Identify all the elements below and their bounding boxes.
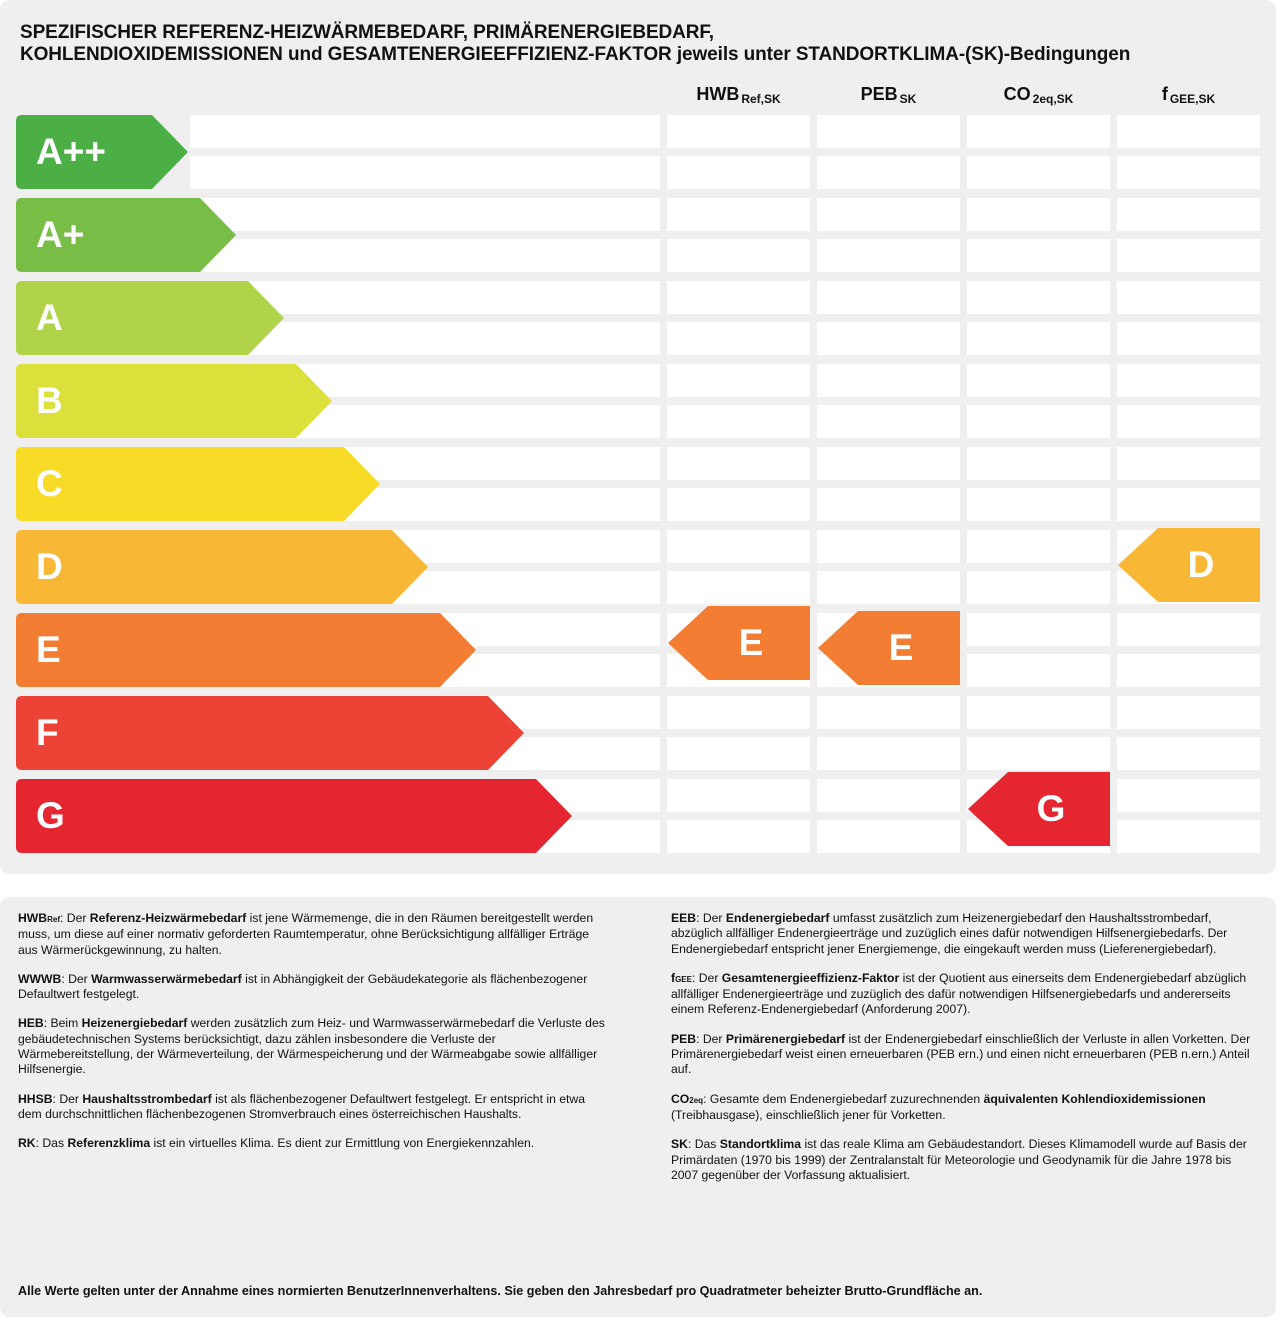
grid-cell bbox=[667, 198, 810, 231]
definition-bold: Referenzklima bbox=[67, 1136, 151, 1151]
definitions-panel bbox=[0, 897, 1276, 1317]
rating-marker-hwb bbox=[668, 606, 810, 680]
grid-cell bbox=[1117, 696, 1260, 729]
rating-marker-label: G bbox=[1036, 788, 1066, 829]
column-header-fgee bbox=[1117, 84, 1260, 110]
definition-bold: äquivalenten Kohlendioxidemissionen bbox=[983, 1091, 1206, 1106]
grid-cell bbox=[967, 364, 1110, 397]
column-header-main: f bbox=[1161, 84, 1168, 104]
definition-item: PEB: Der Primärenergiebedarf ist der Endenergiebedarf einschließlich der Verluste in allen Vorketten. Der Primärenergiebedarf weist einen erneuerbaren (PEB ern.) und einen nicht erneuerbaren (PEB n.ern.) Anteil auf. bbox=[671, 1031, 1251, 1077]
grid-cell bbox=[817, 737, 960, 770]
grid-cell bbox=[667, 281, 810, 314]
band-arrow-shape bbox=[16, 447, 380, 521]
definition-term: RK bbox=[18, 1136, 36, 1151]
grid-cell bbox=[817, 779, 960, 812]
definitions-right bbox=[671, 911, 1261, 1197]
grid-cell bbox=[1117, 779, 1260, 812]
column-header-sub: GEE,SK bbox=[1169, 92, 1216, 106]
grid-cell bbox=[967, 654, 1110, 687]
grid-cell bbox=[667, 820, 810, 853]
definition-bold: Warmwasserwärmebedarf bbox=[91, 971, 242, 986]
grid-cell bbox=[967, 571, 1110, 604]
grid-cell bbox=[967, 156, 1110, 189]
definition-item: HWBRef: Der Referenz-Heizwärmebedarf ist jene Wärmemenge, die in den Räumen bereitgestellt werden muss, um diese auf einer normativ geforderten Raumtemperatur, ohne Berücksichtigung allfälliger Erträge aus Wärmerückgewinnung, zu halten. bbox=[18, 911, 594, 957]
grid-cell bbox=[817, 156, 960, 189]
grid-cell bbox=[1117, 198, 1260, 231]
grid-cell bbox=[967, 115, 1110, 148]
grid-cell bbox=[667, 779, 810, 812]
column-header-sub: Ref,SK bbox=[741, 92, 781, 106]
footer-note: Alle Werte gelten unter der Annahme eines normierten BenutzerInnenverhaltens. Sie geben den Jahresbedarf pro Quadratmeter beheizter Brutto-Grundfläche an. bbox=[18, 1284, 983, 1298]
band-arrow-shape bbox=[16, 779, 572, 853]
rating-marker-label: D bbox=[1187, 544, 1215, 585]
column-header-main: PEB bbox=[860, 84, 898, 104]
grid-cell bbox=[1117, 737, 1260, 770]
definition-term-sub: 2eq bbox=[689, 1095, 704, 1105]
energy-class-band bbox=[16, 613, 476, 687]
grid-cell bbox=[817, 447, 960, 480]
grid-cell bbox=[817, 364, 960, 397]
definition-item: RK: Das Referenzklima ist ein virtuelles Klima. Es dient zur Ermittlung von Energiekennzahlen. bbox=[18, 1136, 535, 1151]
definition-bold: Endenergiebedarf bbox=[725, 911, 830, 925]
grid-cell bbox=[667, 696, 810, 729]
grid-stripe-left bbox=[190, 198, 660, 231]
grid-cell bbox=[967, 405, 1110, 438]
band-arrow-shape bbox=[16, 613, 476, 687]
definition-bold: Gesamtenergieeffizienz-Faktor bbox=[721, 970, 900, 985]
grid-cell bbox=[667, 447, 810, 480]
definition-term-sub: Ref bbox=[47, 915, 60, 924]
grid-cell bbox=[667, 156, 810, 189]
grid-cell bbox=[667, 571, 810, 604]
definition-term: HHSB bbox=[18, 1091, 53, 1106]
rating-marker-peb bbox=[818, 611, 960, 685]
column-header-sub: 2eq,SK bbox=[1032, 92, 1074, 106]
column-header-main: CO bbox=[1003, 84, 1031, 104]
definition-term: PEB bbox=[671, 1031, 697, 1046]
energy-class-band bbox=[16, 447, 380, 521]
rating-marker-label: E bbox=[888, 627, 914, 668]
definition-bold: Referenz-Heizwärmebedarf bbox=[89, 911, 247, 925]
grid-cell bbox=[967, 737, 1110, 770]
definition-bold: Standortklima bbox=[719, 1137, 802, 1152]
page-title bbox=[20, 22, 1260, 66]
grid-cell bbox=[817, 405, 960, 438]
rating-marker-label: E bbox=[738, 622, 764, 663]
definition-item: CO2eq: Gesamte dem Endenergiebedarf zuzurechnenden äquivalenten Kohlendioxidemissionen (Treibhausgase), einschließlich jener für Vorketten. bbox=[671, 1091, 1206, 1122]
energy-class-label: G bbox=[36, 795, 65, 836]
band-arrow-shape bbox=[16, 364, 332, 438]
energy-class-label: A bbox=[36, 297, 63, 338]
grid-cell bbox=[1117, 322, 1260, 355]
definition-term: WWWB bbox=[18, 971, 62, 986]
grid-cell bbox=[1117, 447, 1260, 480]
energy-class-band bbox=[16, 198, 236, 272]
grid-cell bbox=[667, 405, 810, 438]
definition-term: EEB bbox=[671, 911, 697, 925]
definition-term-sub: GEE bbox=[675, 974, 692, 984]
title-line-2: KOHLENDIOXIDEMISSIONEN und GESAMTENERGIEEFFIZIENZ-FAKTOR jeweils unter STANDORTKLIMA-(SK)-Bedingungen bbox=[20, 44, 1131, 65]
grid-cell bbox=[817, 530, 960, 563]
definition-item: WWWB: Der Warmwasserwärmebedarf ist in Abhängigkeit der Gebäudekategorie als flächenbezogener Defaultwert festgelegt. bbox=[18, 971, 588, 1002]
rating-marker-co2 bbox=[968, 772, 1110, 846]
energy-class-label: F bbox=[36, 712, 59, 753]
grid-cell bbox=[1117, 156, 1260, 189]
grid-cell bbox=[1117, 654, 1260, 687]
grid-cell bbox=[817, 281, 960, 314]
definition-item: HEB: Beim Heizenergiebedarf werden zusätzlich zum Heiz- und Warmwasserwärmebedarf die Verluste des gebäudetechnischen Systems berücksichtigt, dazu zählen insbesondere die Verluste der Wärmebereitstellung, der Wärmeverteilung, der Wärmespeicherung und der Wärmeabgabe sowie allfälliger Hilfsenergie. bbox=[18, 1016, 605, 1077]
grid-cell bbox=[667, 737, 810, 770]
rating-marker-fgee bbox=[1118, 528, 1260, 602]
grid-cell bbox=[1117, 613, 1260, 646]
definition-term: SK bbox=[671, 1137, 688, 1152]
grid-cell bbox=[667, 364, 810, 397]
title-line-1: SPEZIFISCHER REFERENZ-HEIZWÄRMEBEDARF, PRIMÄRENERGIEBEDARF, bbox=[20, 22, 714, 43]
energy-class-band bbox=[16, 115, 188, 189]
grid-cell bbox=[967, 198, 1110, 231]
grid-cell bbox=[967, 696, 1110, 729]
grid-cell bbox=[817, 571, 960, 604]
column-header-co2 bbox=[967, 84, 1110, 110]
grid-cell bbox=[667, 488, 810, 521]
grid-cell bbox=[1117, 364, 1260, 397]
grid-cell bbox=[817, 198, 960, 231]
grid-cell bbox=[1117, 405, 1260, 438]
definition-item: fGEE: Der Gesamtenergieeffizienz-Faktor ist der Quotient aus einerseits dem Endenergiebedarf abzüglich allfälliger Endenergieerträge und zuzüglich des dafür notwendigen Hilfsenergiebedarfs und andererseits einem Referenz-Endenergiebedarf (Anforderung 2007). bbox=[671, 970, 1247, 1017]
definition-bold: Haushaltsstrombedarf bbox=[82, 1091, 212, 1106]
grid-cell bbox=[667, 115, 810, 148]
grid-cell bbox=[967, 488, 1110, 521]
energy-class-band bbox=[16, 530, 428, 604]
band-arrow-shape bbox=[16, 696, 524, 770]
energy-class-label: C bbox=[36, 463, 63, 504]
definition-bold: Primärenergiebedarf bbox=[725, 1031, 846, 1046]
grid-stripe-left bbox=[190, 156, 660, 189]
grid-cell bbox=[817, 696, 960, 729]
energy-class-band bbox=[16, 281, 284, 355]
grid-cell bbox=[817, 239, 960, 272]
definition-term: HEB bbox=[18, 1016, 44, 1031]
grid-cell bbox=[967, 613, 1110, 646]
grid-cell bbox=[967, 530, 1110, 563]
grid-cell bbox=[817, 820, 960, 853]
grid-cell bbox=[1117, 820, 1260, 853]
energy-class-label: A++ bbox=[36, 131, 106, 172]
grid-cell bbox=[967, 281, 1110, 314]
grid-cell bbox=[667, 530, 810, 563]
grid-cell bbox=[1117, 115, 1260, 148]
definition-term: CO2eq bbox=[671, 1091, 704, 1106]
column-header-main: HWB bbox=[696, 84, 740, 104]
grid-cell bbox=[967, 447, 1110, 480]
grid-cell bbox=[667, 239, 810, 272]
grid-cell bbox=[1117, 488, 1260, 521]
grid-stripe-left bbox=[190, 239, 660, 272]
definition-item: SK: Das Standortklima ist das reale Klima am Gebäudestandort. Dieses Klimamodell wurde auf Basis der Primärdaten (1970 bis 1999) der Zentralanstalt für Meteorologie und Geodynamik für die Jahre 1978 bis 2007 gegenüber der Vorfassung aktualisiert. bbox=[671, 1137, 1247, 1182]
band-arrow-shape bbox=[16, 530, 428, 604]
grid-cell bbox=[667, 322, 810, 355]
definitions-left bbox=[18, 911, 608, 1166]
definition-bold: Heizenergiebedarf bbox=[81, 1016, 188, 1031]
grid-cell bbox=[817, 322, 960, 355]
column-header-hwb bbox=[667, 84, 810, 110]
grid-cell bbox=[967, 239, 1110, 272]
definition-item: HHSB: Der Haushaltsstrombedarf ist als flächenbezogener Defaultwert festgelegt. Er entspricht in etwa dem durchschnittlichen flächenbezogenen Stromverbrauch eines österreichischen Haushalts. bbox=[18, 1091, 585, 1121]
grid-cell bbox=[1117, 281, 1260, 314]
definition-term: fGEE bbox=[671, 970, 692, 985]
energy-class-label: B bbox=[36, 380, 63, 421]
energy-class-label: E bbox=[36, 629, 61, 670]
energy-class-band bbox=[16, 696, 524, 770]
column-header-sub: SK bbox=[899, 92, 917, 106]
energy-class-label: A+ bbox=[36, 214, 85, 255]
grid-cell bbox=[817, 488, 960, 521]
grid-cell bbox=[1117, 239, 1260, 272]
energy-class-band bbox=[16, 779, 572, 853]
grid-cell bbox=[967, 322, 1110, 355]
energy-class-band bbox=[16, 364, 332, 438]
grid-stripe-left bbox=[190, 115, 660, 148]
definition-term: HWBRef bbox=[18, 911, 60, 925]
column-header-peb bbox=[817, 84, 960, 110]
grid-cell bbox=[817, 115, 960, 148]
definition-item: EEB: Der Endenergiebedarf umfasst zusätzlich zum Heizenergiebedarf den Haushaltsstrombedarf, abzüglich allfälliger Endenergieerträge und zuzüglich eines dafür notwendigen Hilfsenergiebedarfs. Der Endenergiebedarf entspricht jener Energiemenge, die eingekauft werden muss (Lieferenergiebedarf). bbox=[671, 911, 1228, 956]
energy-class-label: D bbox=[36, 546, 63, 587]
